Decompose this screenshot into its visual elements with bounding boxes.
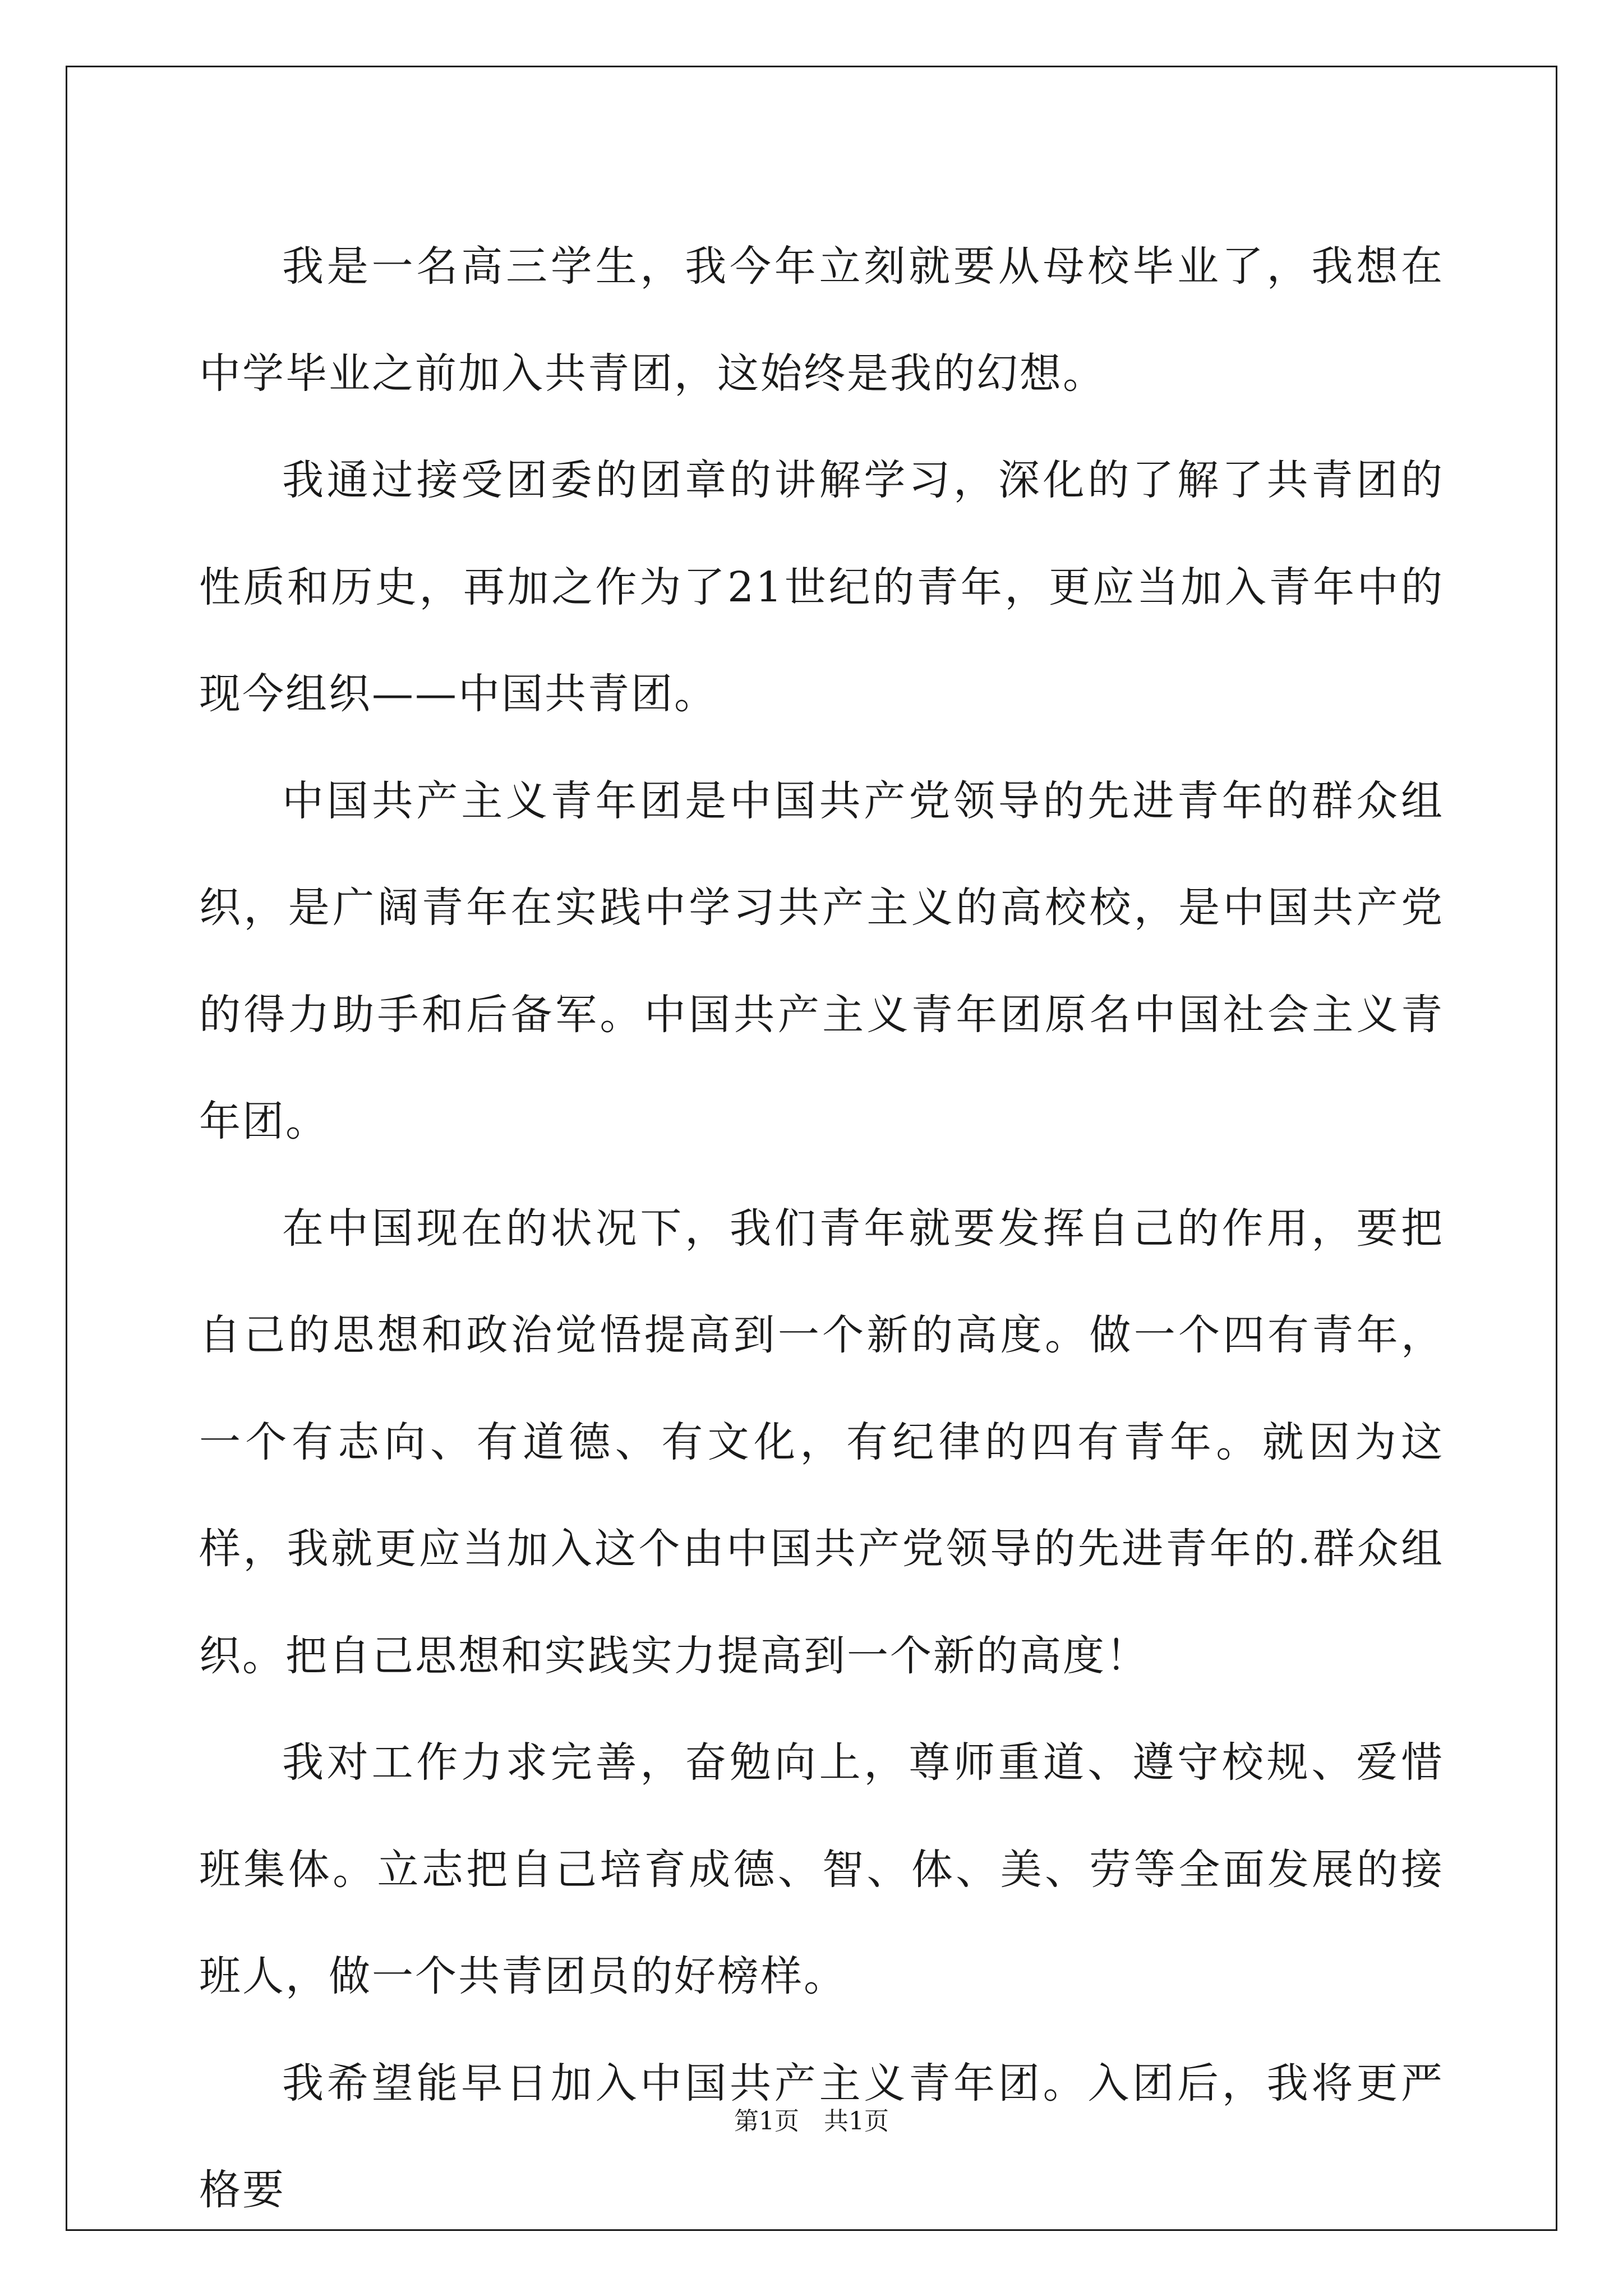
paragraph-4: 在中国现在的状况下，我们青年就要发挥自己的作用，要把自己的思想和政治觉悟提高到一个新的高度。做一个四有青年，一个有志向、有道德、有文化，有纪律的四有青年。就因为这样，我就更应当加入这个由中国共产党领导的先进青年的.群众组织。把自己思想和实践实力提高到一个新的高度！ xyxy=(199,1204,1444,1680)
document-body xyxy=(199,213,1444,2244)
page-number-footer: 第1页 共1页 xyxy=(734,2107,889,2136)
paragraph-5: 我对工作力求完善，奋勉向上，尊师重道、遵守校规、爱惜班集体。立志把自己培育成德、智、体、美、劳等全面发展的接班人，做一个共青团员的好榜样。 xyxy=(199,1738,1444,2000)
paragraph-3: 中国共产主义青年团是中国共产党领导的先进青年的群众组织，是广阔青年在实践中学习共产主义的高校校，是中国共产党的得力助手和后备军。中国共产主义青年团原名中国社会主义青年团。 xyxy=(199,776,1444,1145)
paragraph-1: 我是一名高三学生，我今年立刻就要从母校毕业了，我想在中学毕业之前加入共青团，这始终是我的幻想。 xyxy=(199,242,1444,398)
paragraph-6: 我希望能早日加入中国共产主义青年团。入团后，我将更严格要 xyxy=(199,2059,1444,2214)
paragraph-2: 我通过接受团委的团章的讲解学习，深化的了解了共青团的性质和历史，再加之作为了21世纪的青年，更应当加入青年中的现今组织——中国共青团。 xyxy=(199,456,1444,718)
